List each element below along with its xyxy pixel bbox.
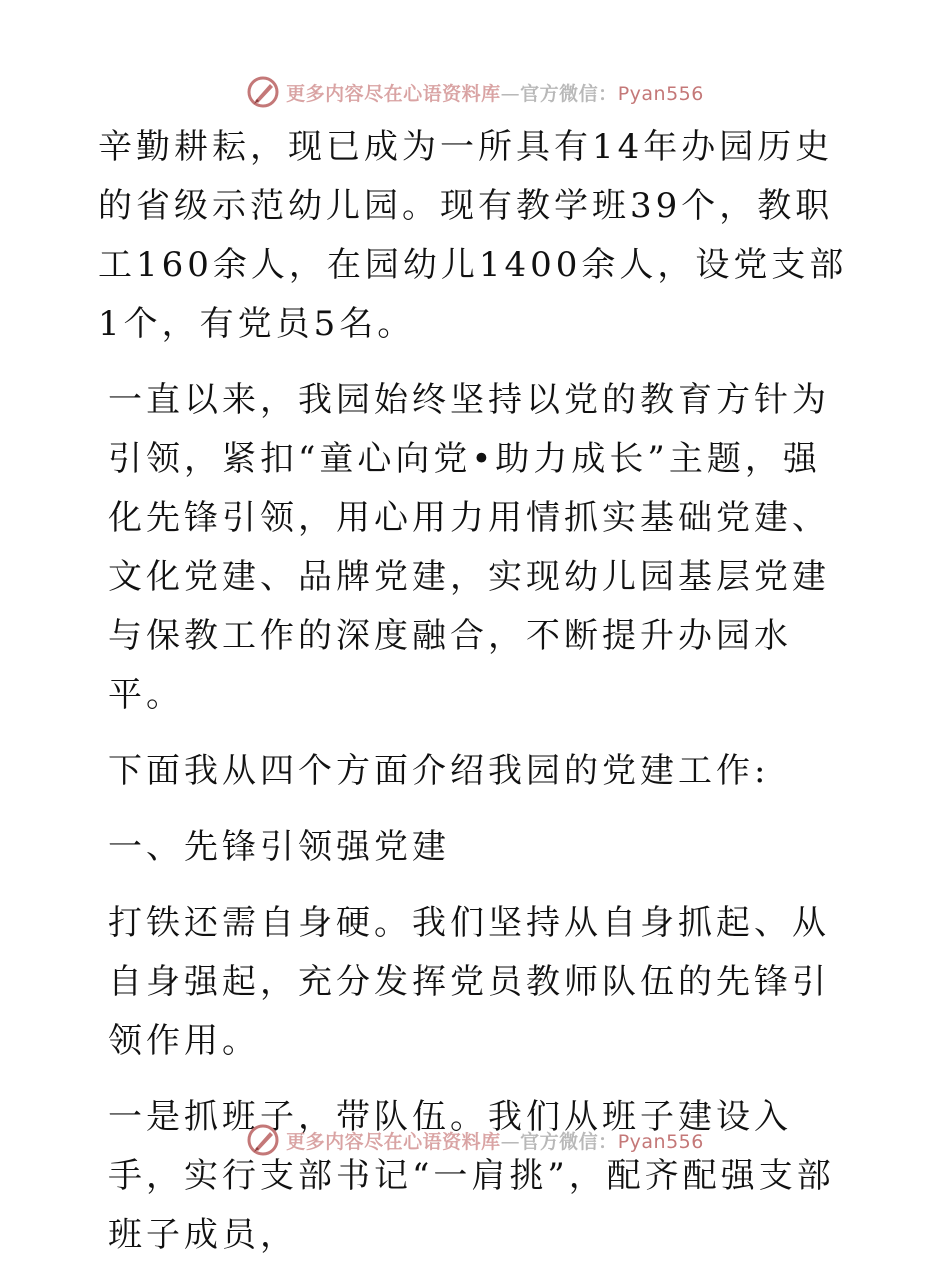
watermark-sub: 官方微信： <box>520 1130 618 1153</box>
watermark-dash: — <box>500 1130 521 1153</box>
paragraph-intro: 辛勤耕耘，现已成为一所具有14年办园历史的省级示范幼儿园。现有教学班39个，教职工160余人，在园幼儿1400余人，设党支部1个，有党员5名。 <box>98 127 848 344</box>
watermark-text <box>286 1127 704 1154</box>
section-heading: 一、先锋引领强党建 <box>108 827 450 867</box>
watermark-text <box>286 79 704 106</box>
footer-watermark <box>0 1120 950 1160</box>
watermark-wechat-id: Pyan556 <box>617 1130 704 1153</box>
watermark-sub: 官方微信： <box>520 82 618 105</box>
paragraph-section-intro: 打铁还需自身硬。我们坚持从自身抓起、从自身强起，充分发挥党员教师队伍的先锋引领作用。 <box>108 903 830 1061</box>
watermark-dash: — <box>500 82 521 105</box>
watermark-main: 更多内容尽在心语资料库 <box>286 82 501 105</box>
header-watermark <box>0 72 950 112</box>
paragraph-point-one: 一是抓班子，带队伍。我们从班子建设入手，实行支部书记“一肩挑”，配齐配强支部班子成员， <box>108 1097 835 1255</box>
paragraph-transition: 下面我从四个方面介绍我园的党建工作: <box>108 751 770 791</box>
watermark-wechat-id: Pyan556 <box>617 82 704 105</box>
quill-logo-icon <box>246 1123 280 1157</box>
watermark-main: 更多内容尽在心语资料库 <box>286 1130 501 1153</box>
document-body <box>98 118 858 1282</box>
quill-logo-icon <box>246 75 280 109</box>
paragraph-overview: 一直以来，我园始终坚持以党的教育方针为引领，紧扣“童心向党•助力成长”主题，强化先锋引领，用心用力用情抓实基础党建、文化党建、品牌党建，实现幼儿园基层党建与保教工作的深度融合，不断提升办园水平。 <box>108 380 830 715</box>
